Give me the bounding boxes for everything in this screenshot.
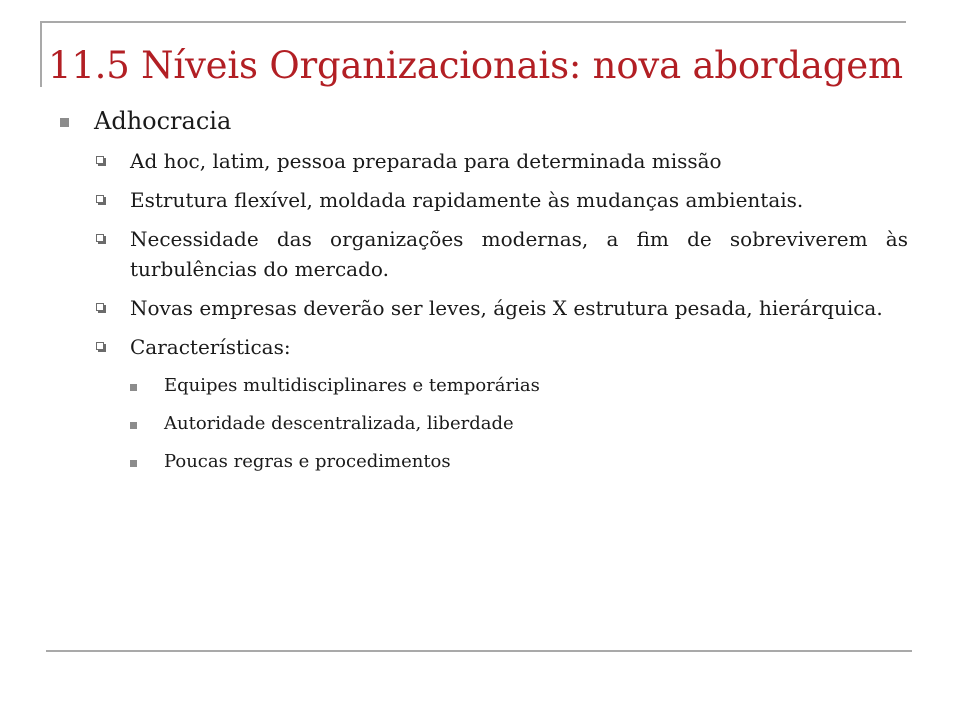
sub-list-item-text: Equipes multidisciplinares e temporárias bbox=[164, 375, 540, 396]
list-item-text: Estrutura flexível, moldada rapidamente às mudanças ambientais. bbox=[130, 188, 804, 212]
list-item bbox=[58, 185, 908, 215]
checkbox-bullet-icon bbox=[96, 342, 104, 350]
square-bullet-icon bbox=[130, 422, 137, 429]
sub-list-item bbox=[58, 371, 908, 401]
bullet-list bbox=[58, 146, 908, 362]
checkbox-bullet-icon bbox=[96, 156, 104, 164]
heading-item bbox=[58, 104, 908, 138]
sub-list-item bbox=[58, 409, 908, 439]
sub-list-item bbox=[58, 447, 908, 477]
heading-text: Adhocracia bbox=[94, 107, 232, 135]
square-bullet-icon bbox=[60, 118, 69, 127]
slide-title: 11.5 Níveis Organizacionais: nova abordagem bbox=[48, 44, 903, 87]
left-rule bbox=[40, 21, 42, 87]
list-item bbox=[58, 224, 908, 284]
checkbox-bullet-icon bbox=[96, 303, 104, 311]
sub-list-item-text: Autoridade descentralizada, liberdade bbox=[164, 413, 514, 434]
list-item bbox=[58, 332, 908, 362]
list-item-text: Novas empresas deverão ser leves, ágeis X estrutura pesada, hierárquica. bbox=[130, 296, 883, 320]
list-item-text: Características: bbox=[130, 335, 291, 359]
square-bullet-icon bbox=[130, 460, 137, 467]
sub-list-item-text: Poucas regras e procedimentos bbox=[164, 451, 451, 472]
square-bullet-icon bbox=[130, 384, 137, 391]
list-item-text: Necessidade das organizações modernas, a fim de sobreviverem às turbulências do mercado. bbox=[130, 227, 908, 281]
slide-content bbox=[58, 104, 908, 485]
list-item bbox=[58, 146, 908, 176]
top-rule bbox=[40, 21, 906, 23]
list-item bbox=[58, 293, 908, 323]
sub-bullet-list bbox=[58, 371, 908, 477]
checkbox-bullet-icon bbox=[96, 195, 104, 203]
list-item-text: Ad hoc, latim, pessoa preparada para determinada missão bbox=[130, 149, 722, 173]
bottom-rule bbox=[46, 650, 912, 652]
checkbox-bullet-icon bbox=[96, 234, 104, 242]
